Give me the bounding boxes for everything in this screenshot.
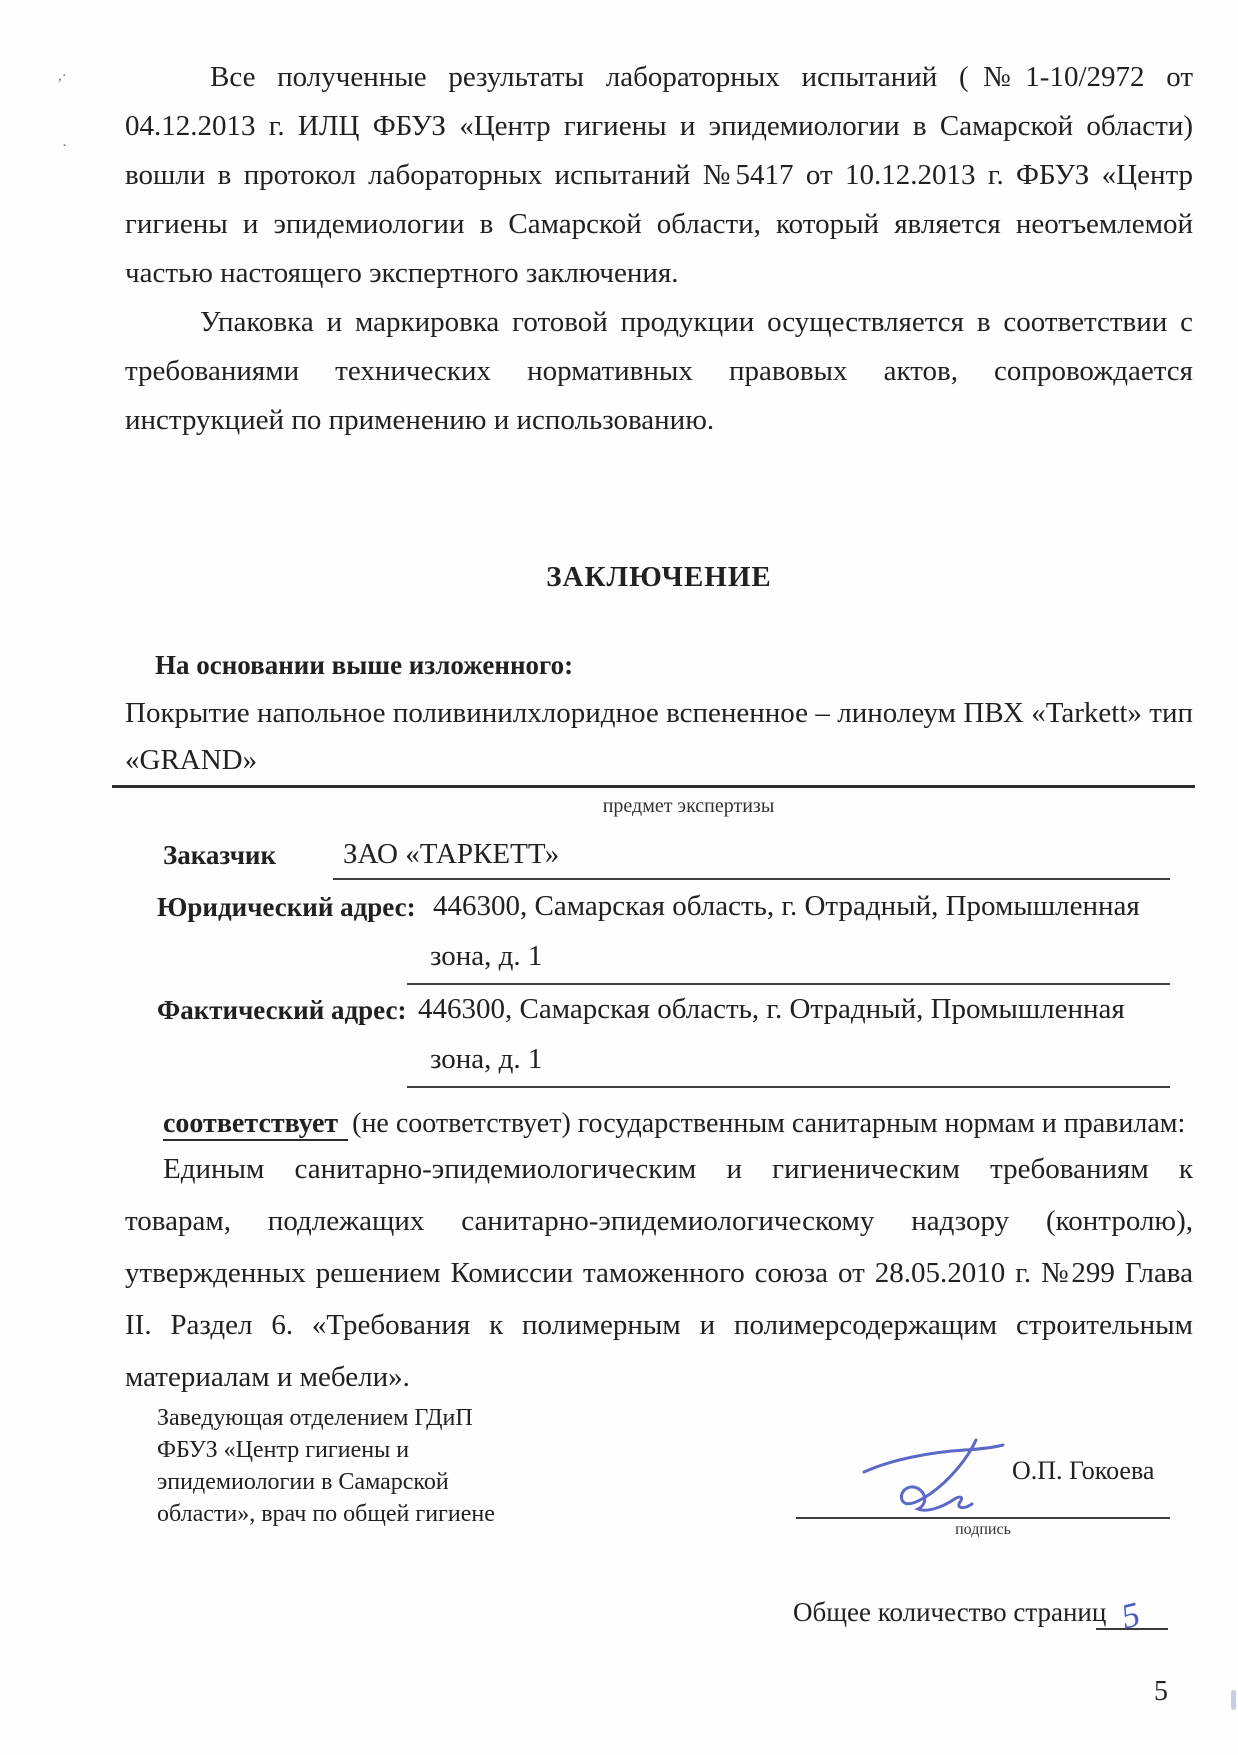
expertise-subject [125, 690, 1193, 784]
page-number: 5 [1154, 1676, 1168, 1707]
customer-label: Заказчик [163, 840, 277, 870]
intro-paragraphs [125, 53, 1193, 445]
paragraph-line: материалам и мебели». [125, 1361, 410, 1393]
legal-address-label: Юридический адрес: [157, 892, 416, 922]
subject-divider-line [112, 785, 1195, 788]
field-underline [407, 1086, 1170, 1088]
basis-statement: На основании выше изложенного: [155, 650, 574, 680]
scan-artifact: · [62, 138, 67, 154]
signatory-name: О.П. Гокоева [1012, 1456, 1155, 1485]
actual-address-label: Фактический адрес: [157, 995, 407, 1025]
paragraph-line: гигиены и эпидемиологии в Самарской области, который является неотъемлемой [125, 208, 1193, 240]
paragraph-line: товарам, подлежащих санитарно-эпидемиологическому надзору (контролю), [125, 1205, 1193, 1237]
total-pages-label: Общее количество страниц [793, 1597, 1107, 1627]
signature-line [796, 1517, 1170, 1519]
compliance-rest: (не соответствует) государственным санитарным нормам и правилам: [352, 1108, 1186, 1139]
paragraph-line: 04.12.2013 г. ИЛЦ ФБУЗ «Центр гигиены и эпидемиологии в Самарской области) [125, 110, 1193, 142]
scan-artifact: ,· [58, 68, 67, 84]
paragraph-line: Единым санитарно-эпидемиологическим и гигиеническим требованиям к [163, 1153, 1193, 1185]
paragraph-line: утвержденных решением Комиссии таможенного союза от 28.05.2010 г. №299 Глава [125, 1257, 1193, 1289]
compliance-statement [163, 1108, 1185, 1140]
requirements-paragraph [125, 1143, 1193, 1403]
signatory-title-line: ФБУЗ «Центр гигиены и [157, 1437, 410, 1463]
conclusion-heading: ЗАКЛЮЧЕНИЕ [546, 561, 772, 593]
signature-ink [850, 1432, 1020, 1527]
compliance-verdict: соответствует [163, 1108, 348, 1141]
signatory-title [157, 1402, 697, 1530]
paragraph-line: требованиями технических нормативных правовых актов, сопровождается [125, 355, 1193, 387]
paragraph-line: частью настоящего экспертного заключения. [125, 257, 679, 289]
signatory-title-line: Заведующая отделением ГДиП [157, 1405, 473, 1431]
handwritten-page-count: 5 [1117, 1594, 1144, 1637]
signatory-title-line: эпидемиологии в Самарской [157, 1469, 449, 1495]
signature-caption: подпись [955, 1521, 1011, 1538]
paragraph-line: Все полученные результаты лабораторных испытаний (№1-10/2972 от [210, 61, 1193, 93]
paragraph-line: «GRAND» [125, 744, 258, 776]
paragraph-line: вошли в протокол лабораторных испытаний №5417 от 10.12.2013 г. ФБУЗ «Центр [125, 159, 1193, 191]
actual-address-value: 446300, Самарская область, г. Отрадный, Промышленная [418, 993, 1125, 1025]
legal-address-value: зона, д. 1 [430, 940, 543, 972]
paragraph-line: Упаковка и маркировка готовой продукции осуществляется в соответствии с [200, 306, 1193, 338]
actual-address-value: зона, д. 1 [430, 1043, 543, 1075]
paragraph-line: инструкцией по применению и использованию. [125, 404, 715, 436]
scan-artifact [1231, 1690, 1236, 1710]
field-underline [333, 878, 1170, 880]
signatory-title-line: области», врач по общей гигиене [157, 1501, 495, 1527]
subject-caption: предмет экспертизы [602, 795, 775, 817]
customer-value: ЗАО «ТАРКЕТТ» [343, 838, 560, 870]
paragraph-line: II. Раздел 6. «Требования к полимерным и полимерсодержащим строительным [125, 1309, 1193, 1341]
field-underline [407, 983, 1170, 985]
paragraph-line: Покрытие напольное поливинилхлоридное вспененное – линолеум ПВХ «Tarkett» тип [125, 697, 1193, 729]
legal-address-value: 446300, Самарская область, г. Отрадный, Промышленная [433, 890, 1140, 922]
